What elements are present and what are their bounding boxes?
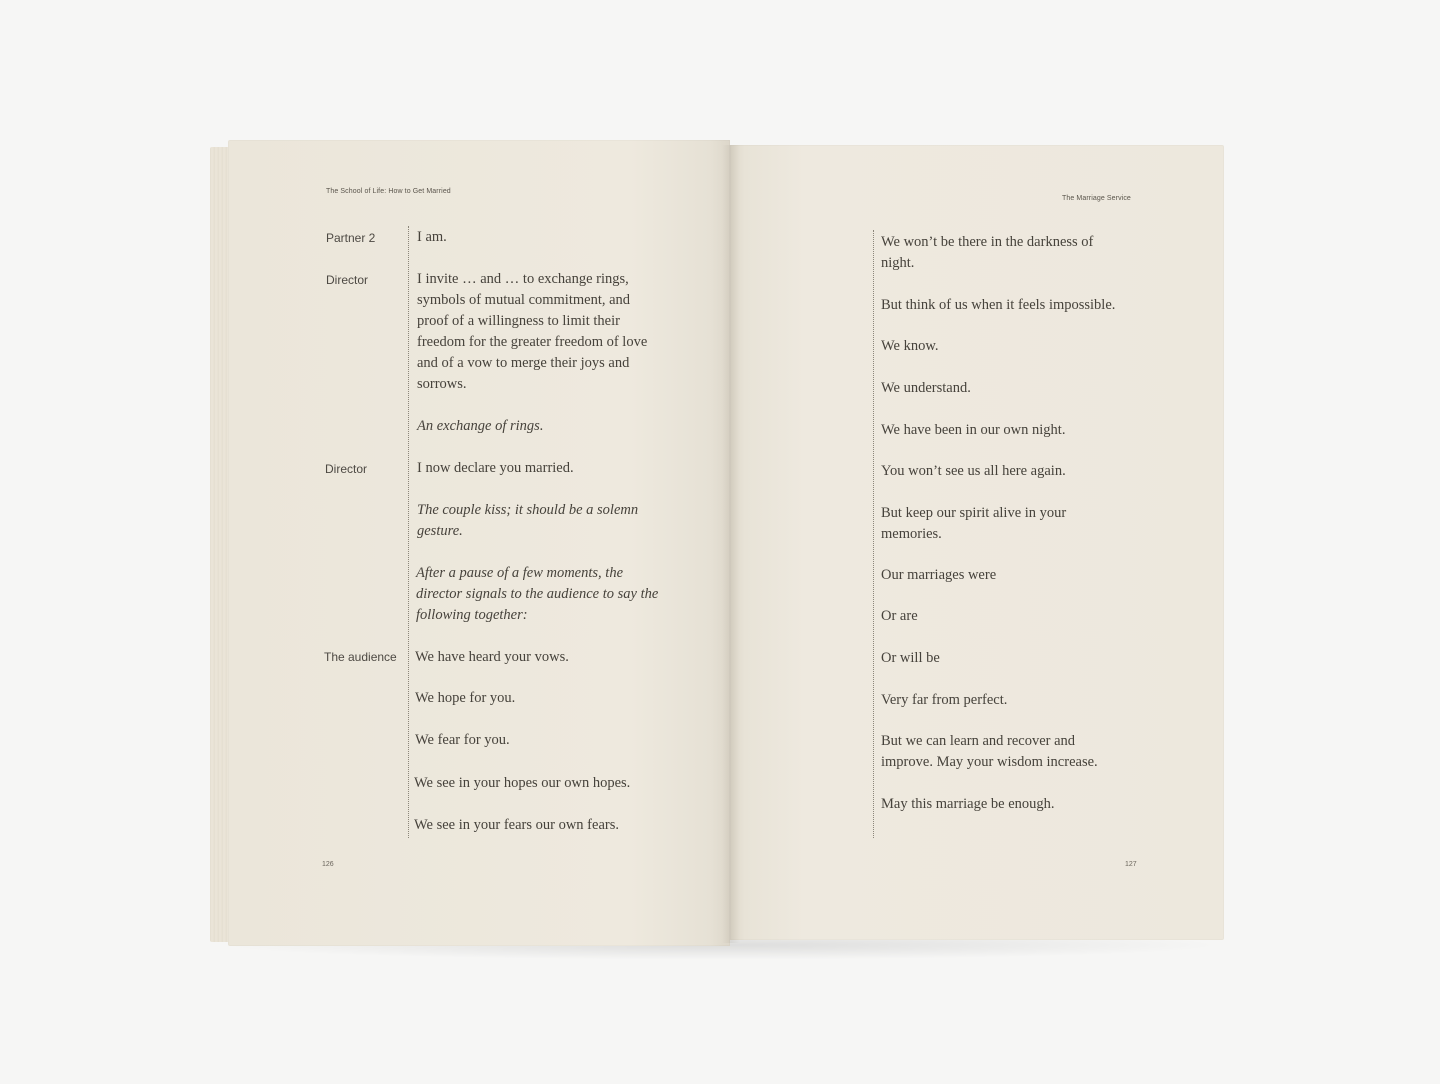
script-line: Or will be: [881, 650, 940, 666]
right-page: [730, 145, 1224, 940]
speaker-label: Director: [325, 462, 368, 476]
script-line: But think of us when it feels impossible.: [881, 297, 1116, 313]
script-line: But keep our spirit alive in your: [881, 505, 1067, 521]
script-line: I now declare you married.: [417, 460, 574, 476]
script-line: I invite … and … to exchange rings,: [417, 271, 629, 287]
stage-direction: The couple kiss; it should be a solemn: [417, 502, 639, 518]
script-line: You won’t see us all here again.: [881, 463, 1066, 479]
stage-direction: An exchange of rings.: [417, 418, 544, 434]
book-gutter: [722, 145, 740, 943]
speaker-label: Partner 2: [326, 231, 376, 245]
speaker-label: Director: [326, 273, 369, 287]
script-line: improve. May your wisdom increase.: [881, 754, 1098, 770]
script-line: We have been in our own night.: [881, 422, 1066, 438]
script-line: I am.: [417, 229, 447, 245]
stage-direction: director signals to the audience to say the: [416, 586, 659, 602]
script-line: We know.: [881, 338, 939, 354]
speaker-label: The audience: [324, 650, 397, 664]
script-line: memories.: [881, 526, 942, 542]
script-line: night.: [881, 255, 915, 271]
script-line: We understand.: [881, 380, 971, 396]
left-running-head: The School of Life: How to Get Married: [326, 188, 451, 195]
script-line: We won’t be there in the darkness of: [881, 234, 1094, 250]
right-running-head: The Marriage Service: [1062, 195, 1131, 202]
script-line: We see in your fears our own fears.: [414, 817, 619, 833]
left-dotted-rule: [408, 226, 409, 838]
right-dotted-rule: [873, 230, 874, 838]
right-folio: 127: [1125, 861, 1137, 868]
script-line: Very far from perfect.: [881, 692, 1008, 708]
script-line: We hope for you.: [415, 690, 516, 706]
script-line: sorrows.: [417, 376, 467, 392]
script-line: We see in your hopes our own hopes.: [414, 775, 631, 791]
script-line: Or are: [881, 608, 918, 624]
script-line: proof of a willingness to limit their: [417, 313, 620, 329]
stage-direction: following together:: [416, 607, 528, 623]
script-line: symbols of mutual commitment, and: [417, 292, 631, 308]
script-line: Our marriages were: [881, 567, 997, 583]
script-line: We have heard your vows.: [415, 649, 569, 665]
left-folio: 126: [322, 861, 334, 868]
script-line: May this marriage be enough.: [881, 796, 1055, 812]
stage-direction: gesture.: [417, 523, 463, 539]
script-line: freedom for the greater freedom of love: [417, 334, 648, 350]
stage-direction: After a pause of a few moments, the: [416, 565, 624, 581]
script-line: and of a vow to merge their joys and: [417, 355, 630, 371]
script-line: We fear for you.: [415, 732, 510, 748]
script-line: But we can learn and recover and: [881, 733, 1076, 749]
